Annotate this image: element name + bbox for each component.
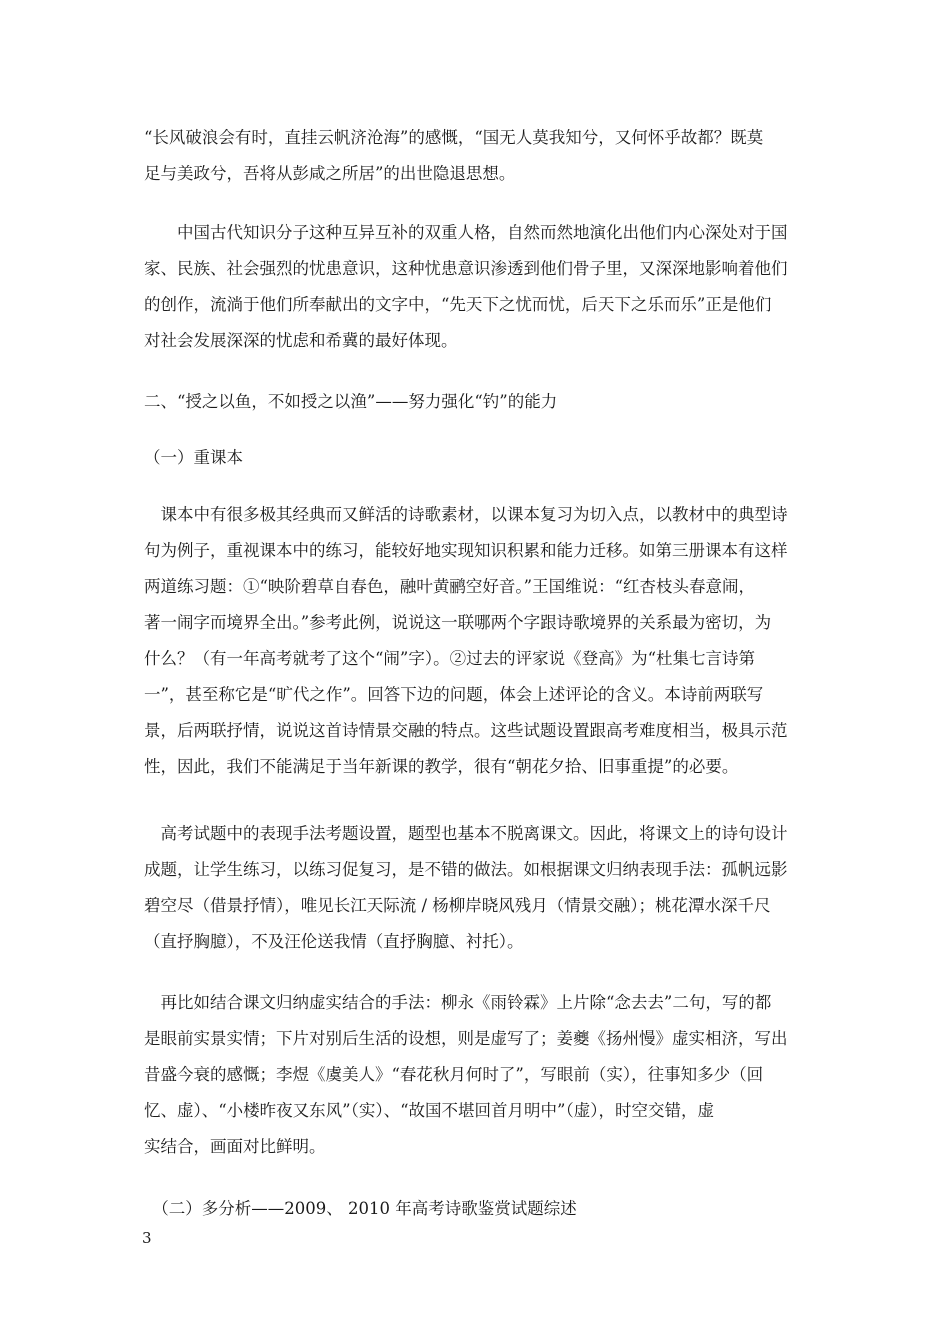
paragraph-5 — [144, 985, 812, 1165]
text-line: 再比如结合课文归纳虚实结合的手法：柳永《雨铃霖》上片除“念去去”二句，写的都 — [144, 993, 772, 1012]
text-line: “长风破浪会有时，直挂云帆济沧海”的感慨，“国无人莫我知兮，又何怀乎故都？既莫 — [144, 128, 764, 147]
text-line: 二、“授之以鱼，不如授之以渔”——努力强化“钓”的能力 — [144, 392, 558, 411]
text-line: 忆、虚）、“小楼昨夜又东风”（实）、“故国不堪回首月明中”（虚），时空交错，虚 — [144, 1101, 714, 1120]
subsection-heading-2 — [144, 1191, 812, 1227]
paragraph-1 — [144, 120, 812, 192]
text-line: 对社会发展深深的忧虑和希冀的最好体现。 — [144, 331, 458, 350]
subsection-heading — [144, 440, 812, 476]
text-line: （一）重课本 — [144, 448, 243, 467]
text-line: （二）多分析——2009、 2010 年高考诗歌鉴赏试题综述 — [144, 1199, 577, 1218]
section-heading — [144, 384, 812, 420]
text-line: 什么？（有一年高考就考了这个“闹”字）。②过去的评家说《登高》为“杜集七言诗第 — [144, 649, 756, 668]
text-line: 课本中有很多极其经典而又鲜活的诗歌素材，以课本复习为切入点，以教材中的典型诗 — [144, 505, 788, 524]
text-line: 两道练习题：①“映阶碧草自春色，融叶黄鹂空好音。”王国维说：“红杏枝头春意闹， — [144, 577, 756, 596]
paragraph-2 — [144, 215, 812, 359]
text-line: 景，后两联抒情，说说这首诗情景交融的特点。这些试题设置跟高考难度相当，极具示范 — [144, 721, 788, 740]
text-line: 性，因此，我们不能满足于当年新课的教学，很有“朝花夕拾、旧事重提”的必要。 — [144, 757, 739, 776]
text-line: 碧空尽（借景抒情），唯见长江天际流 / 杨柳岸晓风残月（情景交融）；桃花潭水深千尺 — [144, 896, 771, 915]
text-line: 足与美政兮，吾将从彭咸之所居”的出世隐退思想。 — [144, 164, 516, 183]
text-line: 家、民族、社会强烈的忧患意识，这种忧患意识渗透到他们骨子里，又深深地影响着他们 — [144, 259, 788, 278]
paragraph-4 — [144, 816, 812, 960]
text-line: 成题，让学生练习，以练习促复习，是不错的做法。如根据课文归纳表现手法：孤帆远影 — [144, 860, 788, 879]
text-line: 一”，甚至称它是“旷代之作”。回答下边的问题，体会上述评论的含义。本诗前两联写 — [144, 685, 764, 704]
text-line: 著一闹字而境界全出。”参考此例，说说这一联哪两个字跟诗歌境界的关系最为密切，为 — [144, 613, 772, 632]
paragraph-3 — [144, 497, 812, 785]
text-line: 实结合，画面对比鲜明。 — [144, 1137, 326, 1156]
page-number: 3 — [142, 1229, 152, 1247]
text-line: （直抒胸臆），不及汪伦送我情（直抒胸臆、衬托）。 — [144, 932, 524, 951]
text-line: 昔盛今衰的感慨；李煜《虞美人》“春花秋月何时了”，写眼前（实），往事知多少（回 — [144, 1065, 764, 1084]
text-line: 是眼前实景实情；下片对别后生活的设想，则是虚写了；姜夔《扬州慢》虚实相济，写出 — [144, 1029, 788, 1048]
text-line: 的创作，流淌于他们所奉献出的文字中，“先天下之忧而忧，后天下之乐而乐”正是他们 — [144, 295, 772, 314]
text-line: 高考试题中的表现手法考题设置，题型也基本不脱离课文。因此，将课文上的诗句设计 — [144, 824, 788, 843]
text-line: 中国古代知识分子这种互异互补的双重人格，自然而然地演化出他们内心深处对于国 — [144, 223, 788, 242]
text-line: 句为例子，重视课本中的练习，能较好地实现知识积累和能力迁移。如第三册课本有这样 — [144, 541, 788, 560]
